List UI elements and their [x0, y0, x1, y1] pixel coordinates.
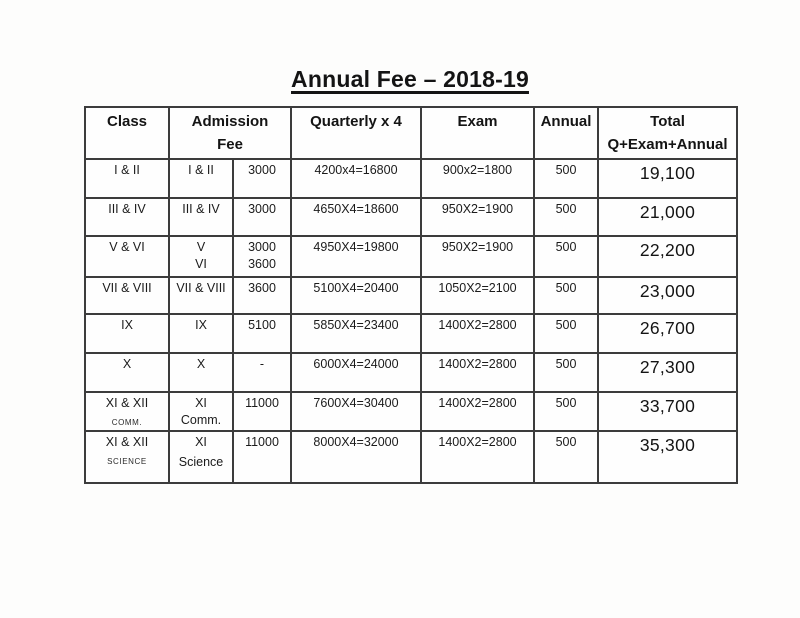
- admission-class-cell: XI Comm.: [169, 392, 233, 431]
- admission-fee-cell: 3000 3600: [233, 236, 291, 277]
- table-row: [85, 236, 737, 277]
- table-row: [85, 392, 737, 431]
- annual-cell: 500: [534, 198, 598, 236]
- exam-cell: 1400X2=2800: [421, 392, 534, 431]
- admission-fee-cell: 11000: [233, 431, 291, 483]
- exam-cell: 1400X2=2800: [421, 431, 534, 483]
- table-row: [85, 314, 737, 353]
- table-row: [85, 277, 737, 314]
- table-row: [85, 159, 737, 198]
- admission-fee-cell: 5100: [233, 314, 291, 353]
- class-cell: XI & XII COMM.: [85, 392, 169, 431]
- annual-cell: 500: [534, 159, 598, 198]
- admission-fee-cell: 3600: [233, 277, 291, 314]
- fee-table: [84, 106, 738, 484]
- quarterly-cell: 4650X4=18600: [291, 198, 421, 236]
- annual-cell: 500: [534, 277, 598, 314]
- admission-class-cell: X: [169, 353, 233, 392]
- quarterly-cell: 6000X4=24000: [291, 353, 421, 392]
- total-cell: 27,300: [598, 353, 737, 392]
- header-class: Class: [85, 107, 169, 159]
- exam-cell: 1400X2=2800: [421, 353, 534, 392]
- class-cell: I & II: [85, 159, 169, 198]
- annual-cell: 500: [534, 431, 598, 483]
- exam-cell: 950X2=1900: [421, 236, 534, 277]
- header-admission-line1: Admission: [191, 113, 269, 130]
- admission-fee-cell: 11000: [233, 392, 291, 431]
- annual-cell: 500: [534, 314, 598, 353]
- total-cell: 21,000: [598, 198, 737, 236]
- admission-fee-cell: 3000: [233, 198, 291, 236]
- total-cell: 26,700: [598, 314, 737, 353]
- class-cell: XI & XII SCIENCE: [85, 431, 169, 483]
- header-exam: Exam: [421, 107, 534, 159]
- total-cell: 23,000: [598, 277, 737, 314]
- admission-fee-cell: 3000: [233, 159, 291, 198]
- total-cell: 33,700: [598, 392, 737, 431]
- total-cell: 35,300: [598, 431, 737, 483]
- total-cell: 19,100: [598, 159, 737, 198]
- quarterly-cell: 7600X4=30400: [291, 392, 421, 431]
- admission-class-cell: I & II: [169, 159, 233, 198]
- quarterly-cell: 4950X4=19800: [291, 236, 421, 277]
- annual-cell: 500: [534, 353, 598, 392]
- admission-class-cell: VII & VIII: [169, 277, 233, 314]
- admission-class-cell: III & IV: [169, 198, 233, 236]
- quarterly-cell: 5100X4=20400: [291, 277, 421, 314]
- header-row: [85, 107, 737, 159]
- class-cell: III & IV: [85, 198, 169, 236]
- header-total: [598, 107, 737, 159]
- class-cell: IX: [85, 314, 169, 353]
- quarterly-cell: 8000X4=32000: [291, 431, 421, 483]
- header-total-line1: Total: [650, 113, 685, 130]
- header-admission-fee: [169, 107, 291, 159]
- header-quarterly: Quarterly x 4: [291, 107, 421, 159]
- annual-cell: 500: [534, 236, 598, 277]
- page-title: Annual Fee – 2018-19: [291, 66, 529, 92]
- admission-fee-cell: -: [233, 353, 291, 392]
- header-admission-line2: Fee: [217, 136, 243, 153]
- header-total-line2: Q+Exam+Annual: [607, 136, 728, 153]
- table-row: [85, 198, 737, 236]
- admission-class-cell: V VI: [169, 236, 233, 277]
- header-annual: Annual: [534, 107, 598, 159]
- quarterly-cell: 5850X4=23400: [291, 314, 421, 353]
- admission-class-cell: XI Science: [169, 431, 233, 483]
- table-row: [85, 431, 737, 483]
- class-cell: VII & VIII: [85, 277, 169, 314]
- quarterly-cell: 4200x4=16800: [291, 159, 421, 198]
- exam-cell: 900x2=1800: [421, 159, 534, 198]
- total-cell: 22,200: [598, 236, 737, 277]
- table-row: [85, 353, 737, 392]
- exam-cell: 950X2=1900: [421, 198, 534, 236]
- exam-cell: 1400X2=2800: [421, 314, 534, 353]
- exam-cell: 1050X2=2100: [421, 277, 534, 314]
- class-cell: X: [85, 353, 169, 392]
- class-cell: V & VI: [85, 236, 169, 277]
- annual-cell: 500: [534, 392, 598, 431]
- admission-class-cell: IX: [169, 314, 233, 353]
